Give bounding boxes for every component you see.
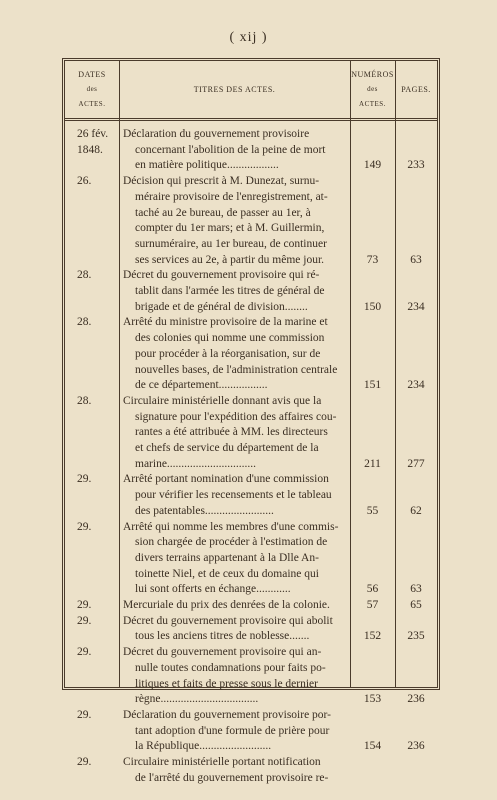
entry-page: 236 (407, 740, 425, 753)
entry-title-line: pour vérifier les recensements et le tableau (135, 489, 332, 502)
entry-title-line: règne.................................. (135, 693, 259, 706)
entry-title-line: des colonies qui nomme une commission (135, 332, 325, 345)
entry-title-line: litiques et faits de presse sous le dernier (135, 677, 318, 690)
entry-date (77, 394, 121, 410)
entry-title-line: en matière politique.................. (135, 159, 279, 172)
entry-numero: 56 (366, 583, 379, 596)
entry-numero: 57 (366, 599, 379, 611)
header-numeros: NUMÉROS des ACTES. (351, 70, 394, 108)
entry-title-line: brigade et de général de division........ (135, 300, 308, 313)
entry-title-line: Déclaration du gouvernement provisoire (123, 128, 310, 140)
entry-title (123, 127, 345, 174)
entry-title (123, 645, 345, 708)
entry-title-line: méraire provisoire de l'enregistrement, at- (135, 190, 328, 203)
entry-title-line: surnuméraire, au 1er bureau, de continuer (135, 237, 327, 250)
entry-title-line: marine............................... (135, 457, 257, 470)
entry-title (123, 174, 345, 268)
entry-title-line: sion chargée de procéder à l'estimation de (135, 536, 328, 549)
entry-page: 234 (407, 300, 425, 313)
entry-numero: 154 (363, 740, 382, 753)
entry-date-line: 28. (77, 269, 92, 282)
entry-numero: 211 (364, 457, 381, 470)
entry-date-line: 29. (77, 646, 92, 659)
entry-title (123, 598, 345, 614)
entry-numero: 149 (363, 159, 382, 172)
entry-date-line: 1848. (77, 143, 103, 156)
entry-title-line: nulle toutes condamnations pour faits po- (135, 661, 326, 674)
entry-title-line: Décret du gouvernement provisoire qui ré- (123, 269, 320, 282)
entry-date (77, 755, 121, 771)
entry-page: 65 (410, 599, 422, 611)
entry-date-line: 29. (77, 520, 92, 533)
entry-title-line: Circulaire ministérielle portant notification (123, 756, 321, 768)
entry-title-line: des patentables........................ (135, 504, 274, 517)
entry-title-line: Décision qui prescrit à M. Dunezat, surnu- (123, 175, 320, 188)
entry-title-line: rantes a été attribuée à MM. les directeurs (135, 426, 328, 439)
entry-title-line: Arrêté du ministre provisoire de la marine et (123, 316, 328, 329)
entry-title (123, 755, 345, 786)
entry-title-line: Circulaire ministérielle donnant avis que la (123, 394, 322, 407)
entry-date-line: 29. (77, 614, 92, 627)
entry-title-line: la République......................... (135, 740, 272, 753)
entry-date-line: 29. (77, 708, 92, 721)
table-of-contents (62, 58, 440, 784)
entry-numero: 150 (363, 300, 382, 313)
header-pages: PAGES. (401, 85, 431, 94)
entry-page: 63 (410, 583, 422, 596)
entry-title-line: divers terrains appartenant à la Dlle An- (135, 551, 319, 564)
entry-page: 235 (407, 630, 425, 643)
entry-title-line: taché au 2e bureau, de passer au 1er, à (135, 206, 311, 219)
page-number: ( xij ) (229, 30, 268, 45)
header-dates: DATES des ACTES. (78, 70, 106, 108)
entry-date (77, 598, 121, 614)
entry-date (77, 614, 121, 630)
entry-page: 63 (410, 253, 422, 266)
entry-title-line: tablit dans l'armée les titres de général de (135, 285, 325, 297)
entry-title-line: tant adoption d'une formule de prière pour (135, 724, 330, 737)
entry-title-line: tous les anciens titres de noblesse....... (135, 630, 310, 643)
entry-title-line: de l'arrêté du gouvernement provisoire re- (135, 771, 329, 784)
entry-title (123, 520, 345, 599)
entry-title-line: ses services au 2e, à partir du même jour. (135, 253, 325, 266)
entry-page: 236 (407, 693, 425, 706)
entry-date-line: 26. (77, 175, 92, 188)
entry-title (123, 708, 345, 755)
entry-numero: 152 (363, 630, 382, 643)
entry-date (77, 127, 121, 158)
entry-page: 277 (407, 457, 425, 470)
table-header (65, 61, 437, 121)
entry-date (77, 520, 121, 536)
entry-date (77, 315, 121, 331)
entry-date-line: 29. (77, 599, 92, 611)
entry-title-line: de ce département................. (135, 379, 268, 392)
entry-page: 234 (407, 379, 425, 392)
entry-title-line: Arrêté qui nomme les membres d'une commis- (123, 520, 339, 533)
entry-title-line: lui sont offerts en échange............ (135, 583, 291, 596)
entry-title-line: toinette Niel, et de ceux du domaine qui (135, 567, 319, 580)
entry-title-line: concernant l'abolition de la peine de mort (135, 143, 326, 156)
entry-date-line: 29. (77, 473, 92, 486)
entry-numero: 153 (363, 693, 382, 706)
entry-title (123, 614, 345, 645)
entry-date (77, 708, 121, 724)
entry-date (77, 645, 121, 661)
entry-title-line: Décret du gouvernement provisoire qui abolit (123, 614, 333, 627)
entry-numero: 151 (363, 379, 382, 392)
entry-title-line: compter du 1er mars; et à M. Guillermin, (135, 222, 325, 235)
entry-date (77, 472, 121, 488)
entry-numero: 73 (366, 253, 379, 266)
entry-title-line: pour procéder à la réorganisation, sur de (135, 347, 321, 360)
entry-numero: 55 (366, 504, 379, 517)
entry-title-line: Arrêté portant nomination d'une commission (123, 473, 329, 486)
entry-page: 233 (407, 159, 425, 172)
entry-title-line: Déclaration du gouvernement provisoire por- (123, 708, 331, 721)
entry-date-line: 28. (77, 316, 92, 329)
entry-title (123, 315, 345, 394)
entry-title-line: signature pour l'expédition des affaires cou- (135, 410, 337, 423)
entry-title-line: Mercuriale du prix des denrées de la colonie. (123, 599, 330, 611)
entry-date (77, 174, 121, 190)
entry-title-line: Décret du gouvernement provisoire qui an- (123, 646, 322, 659)
entry-title (123, 472, 345, 519)
entry-date-line: 26 fév. (77, 128, 109, 140)
entry-date (77, 268, 121, 284)
entry-date-line: 29. (77, 756, 92, 768)
entry-page: 62 (410, 504, 422, 517)
entry-title-line: et chefs de service du département de la (135, 442, 319, 454)
entry-title (123, 394, 345, 473)
header-titres: TITRES DES ACTES. (193, 85, 276, 94)
entry-title-line: nouvelles bases, de l'administration centrale (135, 363, 338, 376)
entry-title (123, 268, 345, 315)
entry-date-line: 28. (77, 394, 92, 407)
